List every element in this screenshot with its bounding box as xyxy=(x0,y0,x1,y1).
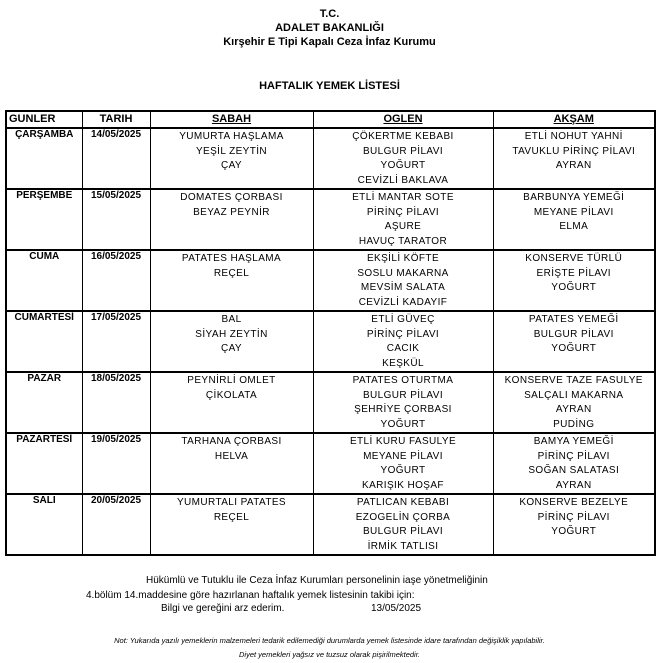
table-row xyxy=(6,372,655,433)
lunch-item: KEŞKÜL xyxy=(382,357,424,369)
breakfast-item: BAL xyxy=(221,314,242,325)
dinner-cell xyxy=(493,311,655,372)
column-header-sabah-label: SABAH xyxy=(211,113,252,125)
date-cell: 20/05/2025 xyxy=(82,494,150,555)
table-row xyxy=(6,189,655,250)
table-row xyxy=(6,250,655,311)
dinner-item: SALÇALI MAKARNA xyxy=(524,389,624,401)
lunch-item: BULGUR PİLAVI xyxy=(362,526,444,537)
lunch-item: YOĞURT xyxy=(380,160,426,171)
page-title: HAFTALIK YEMEK LİSTESİ xyxy=(259,80,400,92)
column-header-aksam xyxy=(493,111,655,128)
lunch-item: EKŞİLİ KÖFTE xyxy=(366,253,440,264)
day-cell: ÇARŞAMBA xyxy=(6,128,82,189)
date-cell: 18/05/2025 xyxy=(82,372,150,433)
breakfast-item: REÇEL xyxy=(213,267,250,279)
lunch-item: YOĞURT xyxy=(380,465,426,476)
date-cell: 17/05/2025 xyxy=(82,311,150,372)
lunch-item: KARIŞIK HOŞAF xyxy=(362,479,444,491)
dinner-item: YOĞURT xyxy=(551,282,597,293)
dinner-item: PATATES YEMEĞİ xyxy=(528,314,619,325)
dinner-item: BARBUNYA YEMEĞİ xyxy=(523,192,625,203)
lunch-item: ETLİ MANTAR SOTE xyxy=(352,192,454,203)
lunch-item: ÇÖKERTME KEBABI xyxy=(352,131,454,142)
lunch-item: İRMİK TATLISI xyxy=(367,540,439,552)
breakfast-cell xyxy=(150,494,313,555)
table-row xyxy=(6,433,655,494)
dinner-item: BULGUR PİLAVI xyxy=(533,328,614,340)
lunch-cell xyxy=(313,128,493,189)
lunch-item: CEVİZLİ KADAYIF xyxy=(358,296,448,308)
dinner-cell xyxy=(493,189,655,250)
breakfast-cell xyxy=(150,250,313,311)
dinner-cell xyxy=(493,433,655,494)
lunch-item: EZOGELİN ÇORBA xyxy=(355,511,451,523)
lunch-item: YOĞURT xyxy=(380,418,426,430)
lunch-cell xyxy=(313,494,493,555)
lunch-item: ETLİ KURU FASULYE xyxy=(349,436,457,447)
date-cell: 19/05/2025 xyxy=(82,433,150,494)
day-cell: PERŞEMBE xyxy=(6,189,82,250)
day-cell: PAZAR xyxy=(6,372,82,433)
footer-date: 13/05/2025 xyxy=(371,603,422,614)
breakfast-item: PEYNİRLİ OMLET xyxy=(187,375,276,386)
dinner-item: PİRİNÇ PİLAVI xyxy=(537,511,610,523)
dinner-item: AYRAN xyxy=(555,479,592,491)
footer-line-3: Bilgi ve gereğini arz ederim. xyxy=(161,603,285,614)
breakfast-item: YUMURTA HAŞLAMA xyxy=(179,131,284,142)
dinner-item: ETLİ NOHUT YAHNİ xyxy=(524,131,623,142)
breakfast-item: BEYAZ PEYNİR xyxy=(193,206,270,218)
dinner-item: YOĞURT xyxy=(551,343,597,354)
lunch-item: PİRİNÇ PİLAVI xyxy=(366,328,440,340)
dinner-item: MEYANE PİLAVI xyxy=(533,206,614,218)
footer-line-1: Hükümlü ve Tutuklu ile Ceza İnfaz Kurumları personelinin iaşe yönetmeliğinin xyxy=(146,575,488,586)
breakfast-cell xyxy=(150,311,313,372)
dinner-item: KONSERVE BEZELYE xyxy=(519,497,629,508)
lunch-item: MEVSİM SALATA xyxy=(360,282,446,293)
table-row xyxy=(6,494,655,555)
footer-line-2: 4.bölüm 14.maddesine göre hazırlanan haftalık yemek listesinin takibi için: xyxy=(86,590,415,601)
dinner-item: PUDİNG xyxy=(553,418,595,430)
dinner-item: SOĞAN SALATASI xyxy=(528,465,620,476)
dinner-item: YOĞURT xyxy=(551,526,597,537)
column-header-aksam-label: AKŞAM xyxy=(553,113,594,125)
dinner-item: AYRAN xyxy=(555,160,592,171)
dinner-item: TAVUKLU PİRİNÇ PİLAVI xyxy=(512,145,636,157)
breakfast-item: SİYAH ZEYTİN xyxy=(195,328,268,340)
column-header-oglen xyxy=(313,111,493,128)
day-cell: CUMA xyxy=(6,250,82,311)
dinner-item: PİRİNÇ PİLAVI xyxy=(537,450,610,462)
breakfast-cell xyxy=(150,128,313,189)
lunch-item: CEVİZLİ BAKLAVA xyxy=(357,174,449,186)
column-header-oglen-label: OGLEN xyxy=(383,113,423,125)
lunch-item: ŞEHRİYE ÇORBASI xyxy=(354,404,452,415)
table-row xyxy=(6,128,655,189)
dinner-item: BAMYA YEMEĞİ xyxy=(533,436,614,447)
dinner-item: KONSERVE TAZE FASULYE xyxy=(504,375,643,386)
date-cell: 15/05/2025 xyxy=(82,189,150,250)
lunch-item: AŞURE xyxy=(384,221,422,232)
lunch-item: BULGUR PİLAVI xyxy=(362,389,444,401)
dinner-item: ERİŞTE PİLAVI xyxy=(536,267,611,279)
lunch-item: MEYANE PİLAVI xyxy=(363,450,443,462)
lunch-item: HAVUÇ TARATOR xyxy=(358,235,448,247)
lunch-item: PİRİNÇ PİLAVI xyxy=(366,206,440,218)
date-cell: 16/05/2025 xyxy=(82,250,150,311)
footer-note-1: Not: Yukarıda yazılı yemeklerin malzemeleri tedarik edilemediği durumlarda yemek listesinde idare tarafından değişiklik yapılabilir. xyxy=(114,636,545,645)
lunch-cell xyxy=(313,372,493,433)
breakfast-item: TARHANA ÇORBASI xyxy=(181,436,282,447)
lunch-cell xyxy=(313,189,493,250)
header-tc: T.C. xyxy=(319,8,340,20)
breakfast-item: PATATES HAŞLAMA xyxy=(181,253,282,264)
header-ministry: ADALET BAKANLIĞI xyxy=(275,22,384,34)
date-cell: 14/05/2025 xyxy=(82,128,150,189)
dinner-item: KONSERVE TÜRLÜ xyxy=(525,253,623,264)
lunch-item: PATLICAN KEBABI xyxy=(356,497,450,508)
dinner-cell xyxy=(493,250,655,311)
breakfast-item: ÇAY xyxy=(220,160,243,171)
lunch-cell xyxy=(313,433,493,494)
breakfast-item: DOMATES ÇORBASI xyxy=(180,192,283,203)
lunch-item: SOSLU MAKARNA xyxy=(357,267,449,279)
table-row xyxy=(6,311,655,372)
day-cell: CUMARTESİ xyxy=(6,311,82,372)
dinner-cell xyxy=(493,372,655,433)
breakfast-cell xyxy=(150,372,313,433)
lunch-cell xyxy=(313,311,493,372)
dinner-item: AYRAN xyxy=(555,404,592,415)
dinner-cell xyxy=(493,494,655,555)
footer-note-2: Diyet yemekleri yağsız ve tuzsuz olarak pişirilmektedir. xyxy=(238,650,421,659)
lunch-item: PATATES OTURTMA xyxy=(352,375,454,386)
day-cell: PAZARTESİ xyxy=(6,433,82,494)
breakfast-cell xyxy=(150,433,313,494)
header-institution: Kırşehir E Tipi Kapalı Ceza İnfaz Kurumu xyxy=(223,36,436,48)
dinner-item: ELMA xyxy=(559,221,589,232)
breakfast-item: REÇEL xyxy=(213,511,250,523)
lunch-item: CACIK xyxy=(386,343,420,354)
breakfast-item: YUMURTALI PATATES xyxy=(176,497,287,508)
lunch-item: ETLİ GÜVEÇ xyxy=(371,314,435,325)
column-header-gunler: GUNLER xyxy=(6,111,82,128)
lunch-cell xyxy=(313,250,493,311)
column-header-tarih: TARIH xyxy=(82,111,150,128)
weekly-menu-table xyxy=(5,110,656,556)
breakfast-cell xyxy=(150,189,313,250)
lunch-item: BULGUR PİLAVI xyxy=(362,145,444,157)
day-cell: SALI xyxy=(6,494,82,555)
breakfast-item: ÇAY xyxy=(220,343,243,354)
breakfast-item: HELVA xyxy=(214,450,249,462)
breakfast-item: YEŞİL ZEYTİN xyxy=(195,145,268,157)
column-header-sabah xyxy=(150,111,313,128)
breakfast-item: ÇİKOLATA xyxy=(205,389,258,401)
table-header-row xyxy=(6,111,655,128)
dinner-cell xyxy=(493,128,655,189)
